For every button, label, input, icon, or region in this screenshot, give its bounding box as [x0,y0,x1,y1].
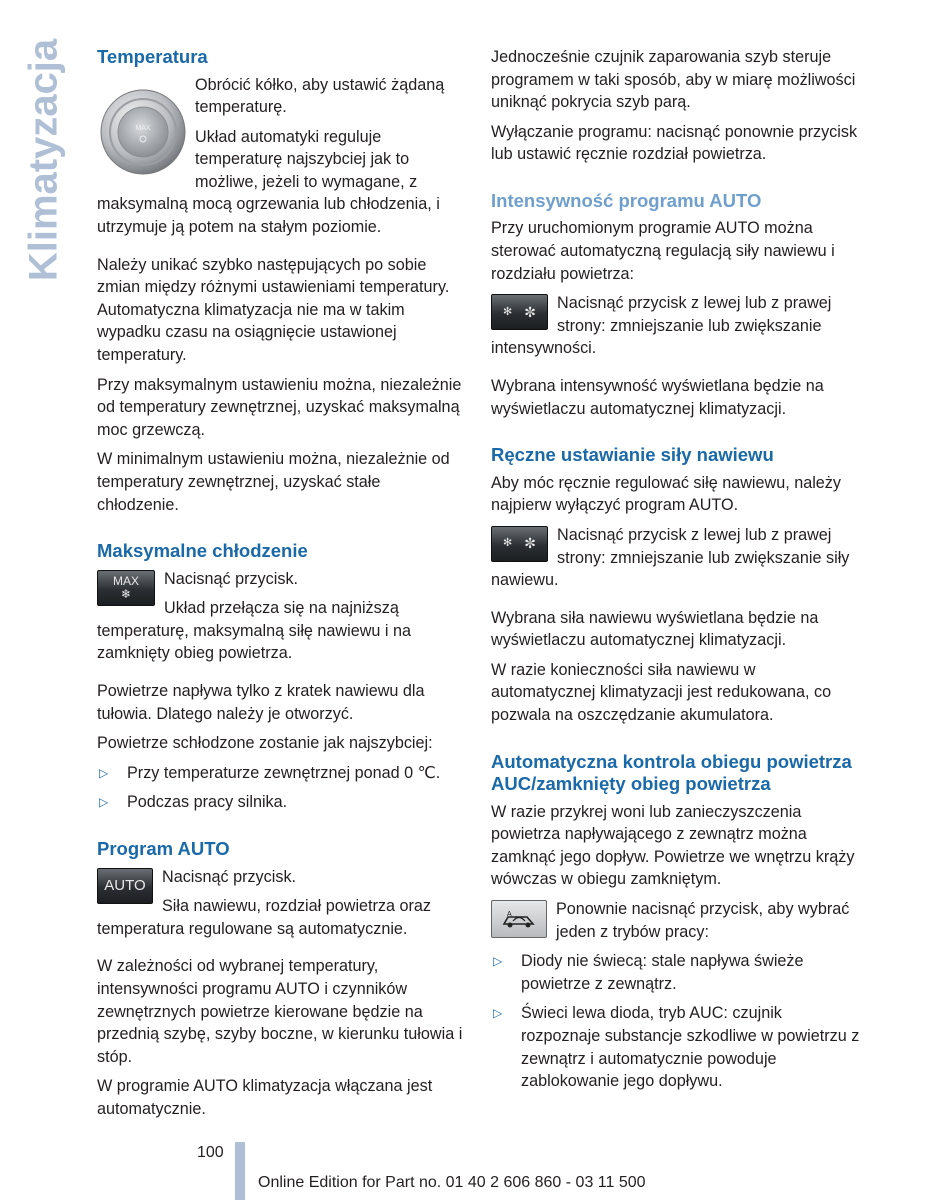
manual-para-4: W razie konieczności siła nawiewu w automatycznej klimatyzacji jest redukowana, co pozwala na oszczędzanie akumulatora. [491,660,832,725]
max-button-label: MAX [112,573,139,588]
max-cooling-para-1: Nacisnąć przycisk. [164,569,299,588]
max-cooling-para-2: Układ przełącza się na najniższą temperaturę, maksymalną siłę nawiewu i na zamknięty obieg powietrza. [97,599,411,663]
left-column [97,46,465,1127]
list-item: ▷ Przy temperaturze zewnętrznej ponad 0 ℃. [97,762,465,785]
temperature-para-2: Układ automatyki reguluje temperaturę najszybciej jak to możliwe, jeżeli to wymagane, z maksymalną mocą ogrzewania lub chłodzenia, i utrzymuje ją potem na stałym poziomie. [97,127,440,237]
auto-program-heading: Program AUTO [97,838,230,860]
footer-bar [235,1142,245,1200]
fan-button-image-intensity [491,294,548,330]
knob-icon [99,88,187,176]
defog-para-1: Jednocześnie czujnik zaparowania szyb steruje programem w taki sposób, aby w miarę możliwości uniknąć pokrycia szyb parą. [491,48,856,112]
chapter-side-title [14,40,74,280]
fan-small-icon: ✻ [503,305,513,318]
auto-button-image [97,868,153,904]
max-cooling-list [97,762,465,814]
fan-small-icon: ✻ [503,537,513,550]
chapter-title-text: Klimatyzacja [21,38,66,282]
right-column [491,46,863,1100]
auc-para-2: Ponownie nacisnąć przycisk, aby wybrać jeden z trybów pracy: [556,900,850,941]
intensity-para-1: Przy uruchomionym programie AUTO można sterować automatyczną regulacją siły nawiewu i rozdziału powietrza: [491,219,835,283]
temperature-heading: Temperatura [97,46,208,67]
auto-para-2: Siła nawiewu, rozdział powietrza oraz temperatura regulowane są automatycznie. [97,897,432,938]
temperature-para-3: Należy unikać szybko następujących po sobie zmian między różnymi ustawieniami temperatury. Automatyczna klimatyzacja nie ma w takim wypadku czasu na osiągnięcie ustawionej temperatury. [97,255,450,365]
auto-intensity-heading: Intensywność programu AUTO [491,189,762,211]
snowflake-icon: ❄ [120,586,132,601]
page-number: 100 [197,1144,224,1161]
temperature-knob-image [99,88,187,176]
auc-heading: Automatyczna kontrola obiegu powietrza AUC/zamknięty obieg powietrza [491,750,852,795]
auto-para-1: Nacisnąć przycisk. [162,867,297,886]
manual-para-1: Aby móc ręcznie regulować siłę nawiewu, należy najpierw wyłączyć program AUTO. [491,473,841,515]
max-cooling-heading: Maksymalne chłodzenie [97,540,308,562]
max-button-image [97,570,155,606]
intensity-para-3: Wybrana intensywność wyświetlana będzie na wyświetlaczu automatycznej klimatyzacji. [491,377,824,418]
list-item: ▷ Świeci lewa dioda, tryb AUC: czujnik rozpoznaje substancje szkodliwe w powietrzu z zewnątrz i automatycznie powoduje zablokowanie jego dopływu. [493,1004,860,1091]
list-item: ▷ Diody nie świecą: stale napływa świeże powietrze z zewnątrz. [493,952,804,993]
auc-para-1: W razie przykrej woni lub zanieczyszczenia powietrza napływającego z zewnątrz można zamknąć jego dopływ. Powietrze we wnętrzu krąży wówczas w obiegu zamkniętym. [491,802,855,889]
fan-large-icon: ✼ [524,303,536,320]
bullet-arrow-icon: ▷ [99,765,109,780]
fan-large-icon: ✼ [524,535,536,552]
manual-fan-heading: Ręczne ustawianie siły nawiewu [491,444,774,466]
manual-para-2: Nacisnąć przycisk z lewej lub z prawej strony: zmniejszanie lub zwiększanie siły nawiewu. [491,525,850,590]
fan-button-image-manual [491,526,548,562]
auc-button-letter: A [507,911,512,919]
temperature-para-5: W minimalnym ustawieniu można, niezależnie od temperatury zewnętrznej, uzyskać stałe chłodzenie. [97,450,450,514]
auc-button-image [491,900,547,938]
bullet-arrow-icon: ▷ [493,1006,503,1021]
edition-note: Online Edition for Part no. 01 40 2 606 860 - 03 11 500 [258,1174,646,1191]
knob-max-label: MAX [135,124,151,132]
temperature-para-4: Przy maksymalnym ustawieniu można, niezależnie od temperatury zewnętrznej, uzyskać maksymalną moc grzewczą. [97,375,462,439]
manual-para-3: Wybrana siła nawiewu wyświetlana będzie na wyświetlaczu automatycznej klimatyzacji. [491,608,819,650]
auto-para-3: W zależności od wybranej temperatury, intensywności programu AUTO i czynników zewnętrznych powietrze kierowane będzie na przednią szybę, szyby boczne, w kierunku tułowia i stóp. [97,957,463,1066]
auto-para-4: W programie AUTO klimatyzacja włączana jest automatycznie. [97,1077,433,1118]
max-cooling-para-4: Powietrze schłodzone zostanie jak najszybciej: [97,734,433,753]
max-cooling-para-3: Powietrze napływa tylko z kratek nawiewu dla tułowia. Dlatego należy je otworzyć. [97,682,425,723]
bullet-arrow-icon: ▷ [493,954,503,969]
defog-para-2: Wyłączanie programu: nacisnąć ponownie przycisk lub ustawić ręcznie rozdział powietrza. [491,122,858,164]
bullet-arrow-icon: ▷ [99,795,109,810]
list-item: ▷ Podczas pracy silnika. [97,791,465,814]
auto-button-label: AUTO [104,877,146,895]
intensity-para-2: Nacisnąć przycisk z lewej lub z prawej strony: zmniejszanie lub zwiększanie intensywności. [491,294,832,358]
car-recirculation-icon [499,908,539,930]
auc-list [491,950,863,1093]
temperature-para-1: Obrócić kółko, aby ustawić żądaną temperaturę. [195,75,445,117]
